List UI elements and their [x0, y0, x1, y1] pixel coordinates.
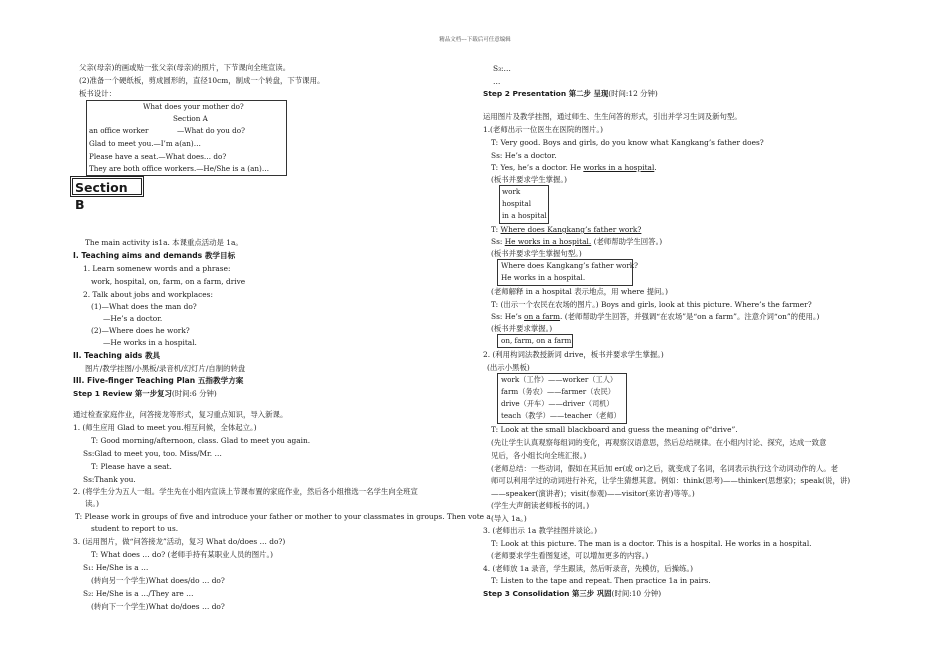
- s2-line: 4. (老师放 1a 录音，学生跟读，然后听录音，先模仿，后操练。): [483, 564, 694, 573]
- word-pair: teach（教学）——teacher（老师）: [501, 411, 621, 420]
- step1-title: Step 1 Review 第一步复习: [73, 389, 172, 398]
- word-pair: work（工作）——worker（工人）: [501, 375, 618, 384]
- s2-line: [491, 312, 819, 321]
- underline-text: works in a hospital: [583, 163, 655, 172]
- s2-line: (导入 1a。): [491, 514, 527, 523]
- board-line: They are both office workers.—He/She is a (an)…: [89, 164, 270, 173]
- board-word: in a hospital: [502, 211, 547, 220]
- step1-line: S₁: He/She is a …: [83, 563, 149, 572]
- text: Ss: He’s: [491, 312, 525, 321]
- aids-line: 图片/教学挂图/小黑板/录音机/幻灯片/自制的转盘: [85, 364, 246, 373]
- s2-line: T: Look at the small blackboard and guess the meaning of“drive”.: [491, 425, 738, 434]
- board-word: work: [502, 187, 521, 196]
- step1-line: (转向另一个学生)What does/do … do?: [91, 576, 225, 585]
- board-sentence: He works in a hospital.: [501, 273, 586, 282]
- step3-time: (时间:10 分钟): [611, 589, 662, 598]
- s2-line: (板书并要求学生掌握。): [491, 175, 567, 184]
- s2-line: [491, 163, 657, 172]
- board-word: hospital: [502, 199, 532, 208]
- board-line: —What do you do?: [177, 126, 245, 135]
- underline-text: on a farm: [524, 312, 561, 321]
- top-line: S₃:…: [493, 64, 511, 73]
- page-header: 精品文档---下载后可任意编辑: [439, 37, 511, 43]
- s2-line: T: (出示一个农民在农场的图片。) Boys and girls, look at this picture. Where’s the farmer?: [491, 300, 812, 309]
- aim-line: —He’s a doctor.: [103, 314, 163, 323]
- s2-line: 师可以利用学过的动词进行补充，让学生猜想其意。例如：think(思考)——thinker(思想家)；speak(说，讲): [491, 476, 851, 485]
- s2-line: (学生大声朗读老师板书的词。): [491, 501, 590, 510]
- step1-line: 3. (运用图片，做“问答接龙”活动，复习 What do/does … do?): [73, 537, 286, 546]
- s2-line: (先让学生认真观察每组词的变化，再观察汉语意思，然后总结规律。在小组内讨论、探究，达成一致意: [491, 438, 827, 447]
- text: T: Yes, he’s a doctor. He: [491, 163, 584, 172]
- s2-line: (板书并要求学生掌握句型。): [491, 249, 582, 258]
- step1-time: (时间:6 分钟): [171, 389, 217, 398]
- step1-line: T: Please work in groups of five and introduce your father or mother to your classmates in groups. Then vote a: [75, 512, 491, 521]
- s2-line: 运用图片及教学挂图，通过师生、生生问答的形式，引出并学习生词及新句型。: [483, 112, 742, 121]
- board-line: Section A: [173, 114, 208, 123]
- text: . (老师帮助学生回答，并强调“在农场”是“on a farm”。注意介词“on”的使用。): [560, 312, 820, 321]
- step1-line: 通过检查家庭作业，问答接龙等形式，复习重点知识，导入新课。: [73, 410, 288, 419]
- s2-line: [491, 237, 662, 246]
- step1-line: student to report to us.: [91, 524, 179, 533]
- step2-title: Step 2 Presentation 第二步 呈现: [483, 89, 609, 98]
- heading-aids: II. Teaching aids 教具: [73, 351, 161, 360]
- step2-heading: [483, 89, 658, 98]
- s2-line: ——speaker(演讲者)；visit(参观)——visitor(来访者)等等。): [491, 489, 695, 498]
- s2-line: T: Look at this picture. The man is a doctor. This is a hospital. He works in a hospital.: [491, 539, 812, 548]
- s2-line: T: Very good. Boys and girls, do you know what Kangkang’s father does?: [491, 138, 764, 147]
- step1-heading: [73, 389, 217, 398]
- board-box-farm: [497, 334, 573, 348]
- word-pair: drive（开车）——driver（司机）: [501, 399, 614, 408]
- s2-line: 1.(老师出示一位医生在医院的图片。): [483, 125, 603, 134]
- step1-line: 1. (师生应用 Glad to meet you.相互问候，全体起立。): [73, 423, 257, 432]
- heading-aims: I. Teaching aims and demands 教学目标: [73, 251, 236, 260]
- step1-line: Ss:Glad to meet you, too. Miss/Mr. …: [83, 449, 222, 458]
- step1-line: T: What does … do? (老师手持有某职业人员的图片。): [91, 550, 274, 559]
- aim-line: 1. Learn somenew words and a phrase:: [83, 264, 231, 273]
- step1-line: T: Good morning/afternoon, class. Glad to meet you again.: [91, 436, 311, 445]
- main-activity: The main activity is1a. 本课重点活动是 1a。: [85, 238, 243, 247]
- top-line: …: [493, 77, 501, 86]
- s2-line: T: Listen to the tape and repeat. Then practice 1a in pairs.: [491, 576, 711, 585]
- s2-line: 3. (老师出示 1a 教学挂图并谈论。): [483, 526, 597, 535]
- s2-line: 见后，各小组长向全班汇报。): [491, 451, 587, 460]
- board-box-words: [499, 185, 549, 224]
- text: Ss:: [491, 237, 505, 246]
- s2-line: (老师要求学生看图复述，可以增加更多的内容。): [491, 551, 649, 560]
- step1-line: 2. (将学生分为五人一组。学生先在小组内宣读上节课布置的家庭作业，然后各小组推选一名学生向全班宣: [73, 487, 418, 496]
- step1-line: Ss:Thank you.: [83, 475, 136, 484]
- board-sentence: Where does Kangkang’s father work?: [501, 261, 638, 270]
- step1-line: T: Please have a seat.: [91, 462, 172, 471]
- board-line: Glad to meet you.—I’m a(an)…: [89, 139, 201, 148]
- small-blackboard-box: [497, 373, 627, 424]
- aim-line: work, hospital, on, farm, on a farm, drive: [91, 277, 246, 286]
- s2-line: 2. (利用构词法教授新词 drive，板书并要求学生掌握。): [483, 350, 664, 359]
- underline-text: Where does Kangkang’s father work?: [500, 225, 642, 234]
- aim-line: 2. Talk about jobs and workplaces:: [83, 290, 213, 299]
- heading-plan: III. Five-finger Teaching Plan 五指教学方案: [73, 376, 244, 385]
- s2-line: (板书并要求掌握。): [491, 324, 553, 333]
- step2-time: (时间:12 分钟): [608, 89, 658, 98]
- aim-line: (2)—Where does he work?: [91, 326, 190, 335]
- step1-line: S₂: He/She is a …/They are …: [83, 589, 194, 598]
- s2-line: (老师总结：一些动词，假如在其后加 er(或 or)之后，就变成了名词，名词表示执行这个动词动作的人。老: [491, 464, 839, 473]
- intro-line: 板书设计：: [79, 89, 116, 98]
- intro-line: (2)准备一个硬纸板，剪成圆形的，直径10cm，制成一个转盘，下节课用。: [79, 76, 325, 85]
- section-b-title: Section B: [72, 178, 142, 195]
- board-design-box: [86, 100, 287, 176]
- step1-line: (转向下一个学生)What do/does … do?: [91, 602, 225, 611]
- s2-line: [491, 225, 641, 234]
- step3-title: Step 3 Consolidation 第三步 巩固: [483, 589, 612, 598]
- s2-line: Ss: He’s a doctor.: [491, 151, 557, 160]
- step3-heading: [483, 589, 661, 598]
- board-line: What does your mother do?: [143, 102, 244, 111]
- board-box-sentence: [497, 259, 638, 286]
- text: (老师帮助学生回答。): [591, 237, 663, 246]
- s2-line: (出示小黑板): [487, 363, 530, 372]
- aim-line: (1)—What does the man do?: [91, 302, 197, 311]
- intro-line: 父亲(母亲)的画或贴一张父亲(母亲)的照片，下节课向全班宣读。: [79, 63, 291, 72]
- underline-text: He works in a hospital.: [504, 237, 592, 246]
- s2-line: (老师解释 in a hospital 表示地点，用 where 提问。): [491, 287, 668, 296]
- aim-line: —He works in a hospital.: [103, 338, 197, 347]
- board-line: an office worker: [89, 126, 149, 135]
- text: .: [654, 163, 657, 172]
- word-pair: farm（务农）——farmer（农民）: [501, 387, 615, 396]
- board-line: Please have a seat.—What does… do?: [89, 152, 227, 161]
- text: T:: [491, 225, 501, 234]
- board-phrase: on, farm, on a farm: [501, 336, 572, 345]
- step1-line: 读。): [85, 499, 99, 508]
